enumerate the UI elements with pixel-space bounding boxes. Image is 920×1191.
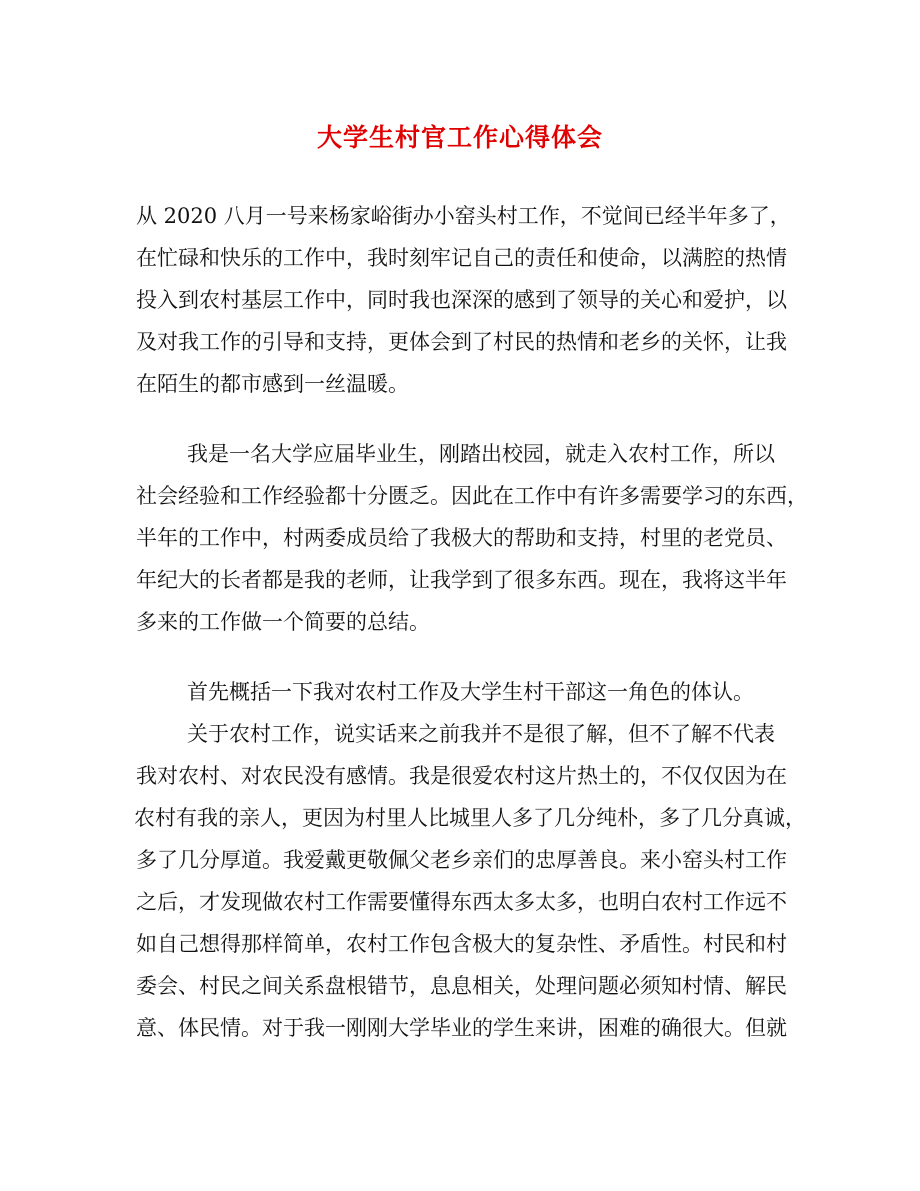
body-line: 多来的工作做一个简要的总结。: [136, 610, 430, 634]
body-line: 多了几分厚道。我爱戴更敬佩父老乡亲们的忠厚善良。来小窑头村工作: [136, 848, 787, 872]
body-line: 及对我工作的引导和支持，更体会到了村民的热情和老乡的关怀，让我: [136, 330, 787, 354]
body-line: 半年的工作中，村两委成员给了我极大的帮助和支持，村里的老党员、: [136, 526, 787, 550]
document-title: 大学生村官工作心得体会: [316, 123, 603, 152]
body-line: 年纪大的长者都是我的老师，让我学到了很多东西。现在，我将这半年: [136, 568, 787, 592]
body-line: 如自己想得那样简单，农村工作包含极大的复杂性、矛盾性。村民和村: [136, 932, 787, 956]
body-line: 投入到农村基层工作中，同时我也深深的感到了领导的关心和爱护，以: [136, 288, 787, 312]
body-line: 农村有我的亲人，更因为村里人比城里人多了几分纯朴，多了几分真诚，: [134, 806, 806, 830]
body-line: 我对农村、对农民没有感情。我是很爱农村这片热土的，不仅仅因为在: [136, 764, 787, 788]
body-line: 首先概括一下我对农村工作及大学生村干部这一角色的体认。: [187, 680, 754, 704]
body-line: 社会经验和工作经验都十分匮乏。因此在工作中有许多需要学习的东西，: [136, 484, 808, 508]
body-line: 在忙碌和快乐的工作中，我时刻牢记自己的责任和使命，以满腔的热情: [136, 246, 787, 270]
body-line: 之后，才发现做农村工作需要懂得东西太多太多，也明白农村工作远不: [136, 890, 787, 914]
body-line: 从 2020 八月一号来杨家峪街办小窑头村工作，不觉间已经半年多了，: [136, 204, 791, 228]
body-line: 在陌生的都市感到一丝温暖。: [136, 372, 409, 396]
body-line: 我是一名大学应届毕业生，刚踏出校园，就走入农村工作，所以: [187, 442, 775, 466]
body-line: 意、体民情。对于我一刚刚大学毕业的学生来讲，困难的确很大。但就: [136, 1016, 787, 1040]
body-line: 关于农村工作，说实话来之前我并不是很了解，但不了解不代表: [187, 722, 775, 746]
body-line: 委会、村民之间关系盘根错节，息息相关，处理问题必须知村情、解民: [136, 974, 787, 998]
